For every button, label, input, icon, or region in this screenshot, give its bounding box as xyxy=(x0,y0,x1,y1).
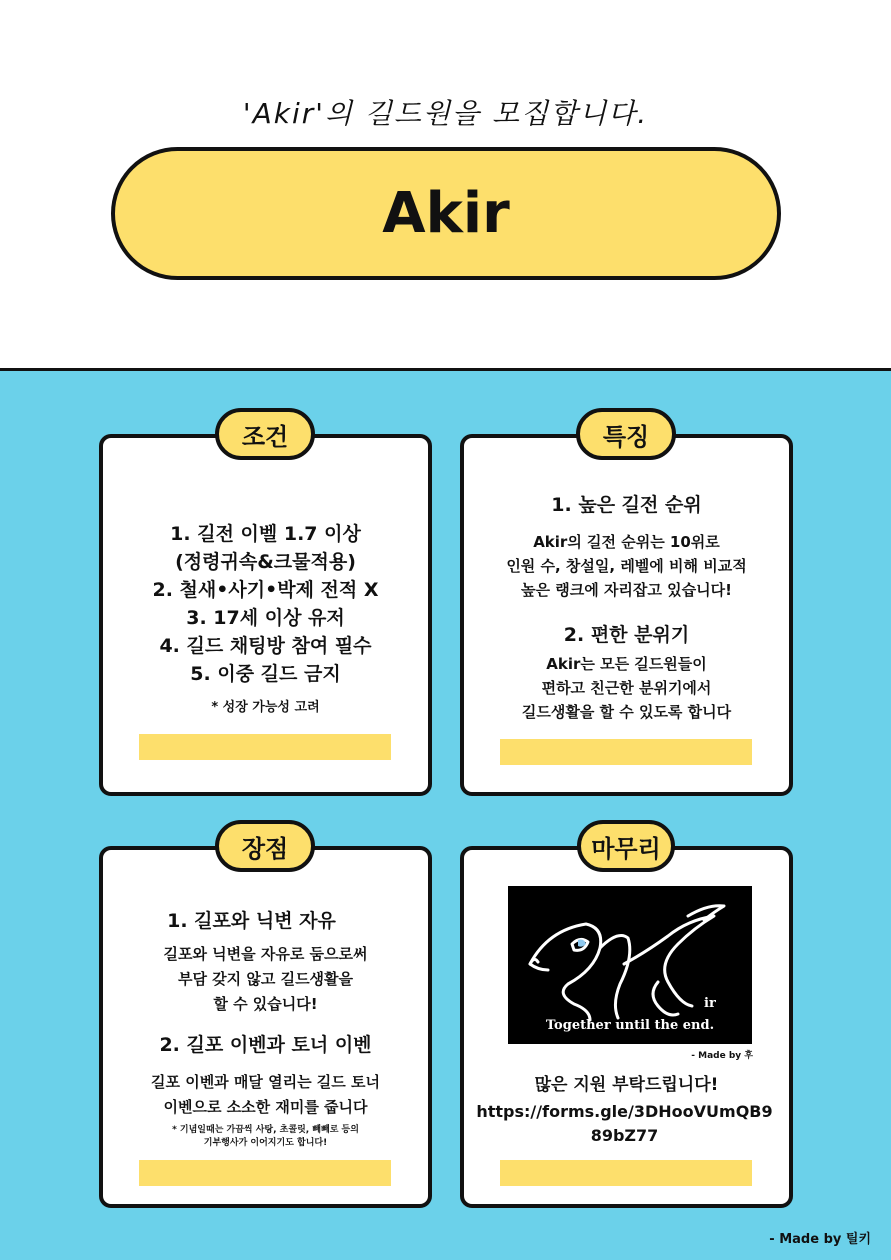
guild-name-banner xyxy=(111,147,781,280)
conditions-note: * 성장 가능성 고려 xyxy=(211,700,320,715)
guild-logo-image xyxy=(508,886,752,1044)
merits-body-line: 길포 이벤과 매달 열리는 길드 토너 xyxy=(151,1073,380,1091)
merits-note-line: * 기념일때는 가끔씩 사탕, 초콜릿, 빼빼로 등의 xyxy=(172,1125,359,1135)
features-card xyxy=(460,434,793,796)
logo-ir-text: ir xyxy=(704,996,716,1011)
merits-heading-1: 1. 길포와 닉변 자유 xyxy=(167,910,336,932)
features-body-line: 인원 수, 창설일, 레벨에 비해 비교적 xyxy=(506,557,747,575)
logo-credit: - Made by 후 xyxy=(691,1051,753,1061)
application-link-line[interactable]: 89bZ77 xyxy=(590,1126,659,1145)
highlight-bar xyxy=(139,734,391,760)
condition-item: (정령귀속&크물적용) xyxy=(175,551,356,573)
merits-body-line: 길포와 닉변을 자유로 둠으로써 xyxy=(163,945,368,963)
application-link-line[interactable]: https://forms.gle/3DHooVUmQB9 xyxy=(476,1102,773,1121)
application-link[interactable] xyxy=(462,1100,787,1148)
closing-card xyxy=(460,846,793,1208)
merits-body-line: 할 수 있습니다! xyxy=(213,995,318,1013)
condition-item: 2. 철새•사기•박제 전적 X xyxy=(152,579,379,601)
merits-body-2 xyxy=(103,1070,428,1120)
condition-item: 3. 17세 이상 유저 xyxy=(186,607,345,629)
highlight-bar xyxy=(500,1160,752,1186)
features-body-1 xyxy=(464,530,789,602)
features-body-line: 편하고 친근한 분위기에서 xyxy=(541,679,712,697)
tab-conditions xyxy=(215,408,315,460)
tab-merits xyxy=(215,820,315,872)
merits-card xyxy=(99,846,432,1208)
logo-slogan: Together until the end. xyxy=(545,1018,715,1033)
merits-tag-label: 장점 xyxy=(241,834,289,863)
merits-note xyxy=(103,1124,428,1150)
features-heading-1: 1. 높은 길전 순위 xyxy=(551,494,702,516)
features-tag-label: 특징 xyxy=(602,422,650,451)
highlight-bar xyxy=(500,739,752,765)
conditions-tag-label: 조건 xyxy=(241,422,289,451)
features-body-line: 길드생활을 할 수 있도록 합니다 xyxy=(521,703,732,721)
condition-item: 1. 길전 이벨 1.7 이상 xyxy=(170,523,361,545)
features-body-2 xyxy=(464,652,789,724)
features-heading-2: 2. 편한 분위기 xyxy=(563,624,690,646)
features-body-line: Akir는 모든 길드원들이 xyxy=(546,655,707,673)
condition-item: 4. 길드 채팅방 참여 필수 xyxy=(159,635,372,657)
header-section xyxy=(0,0,891,368)
tab-closing xyxy=(577,820,675,872)
merits-body-line: 이벤으로 소소한 재미를 줍니다 xyxy=(163,1098,368,1116)
closing-message: 많은 지원 부탁드립니다! xyxy=(534,1075,719,1095)
recruit-subtitle: 'Akir'의 길드원을 모집합니다. xyxy=(242,97,649,130)
merits-heading-2: 2. 길포 이벤과 토너 이벤 xyxy=(159,1034,372,1056)
conditions-card xyxy=(99,434,432,796)
closing-tag-label: 마무리 xyxy=(591,834,661,863)
conditions-list xyxy=(103,520,428,688)
merits-body-1 xyxy=(103,942,428,1017)
footer-credit: - Made by 틸키 xyxy=(769,1232,871,1247)
tab-features xyxy=(576,408,676,460)
features-body-line: 높은 랭크에 자리잡고 있습니다! xyxy=(521,581,732,599)
merits-body-line: 부담 갖지 않고 길드생활을 xyxy=(177,970,354,988)
features-body-line: Akir의 길전 순위는 10위로 xyxy=(533,533,720,551)
guild-name: Akir xyxy=(382,181,510,246)
highlight-bar xyxy=(139,1160,391,1186)
merits-note-line: 기부행사가 이어지기도 합니다! xyxy=(203,1138,328,1148)
condition-item: 5. 이중 길드 금지 xyxy=(190,663,341,685)
